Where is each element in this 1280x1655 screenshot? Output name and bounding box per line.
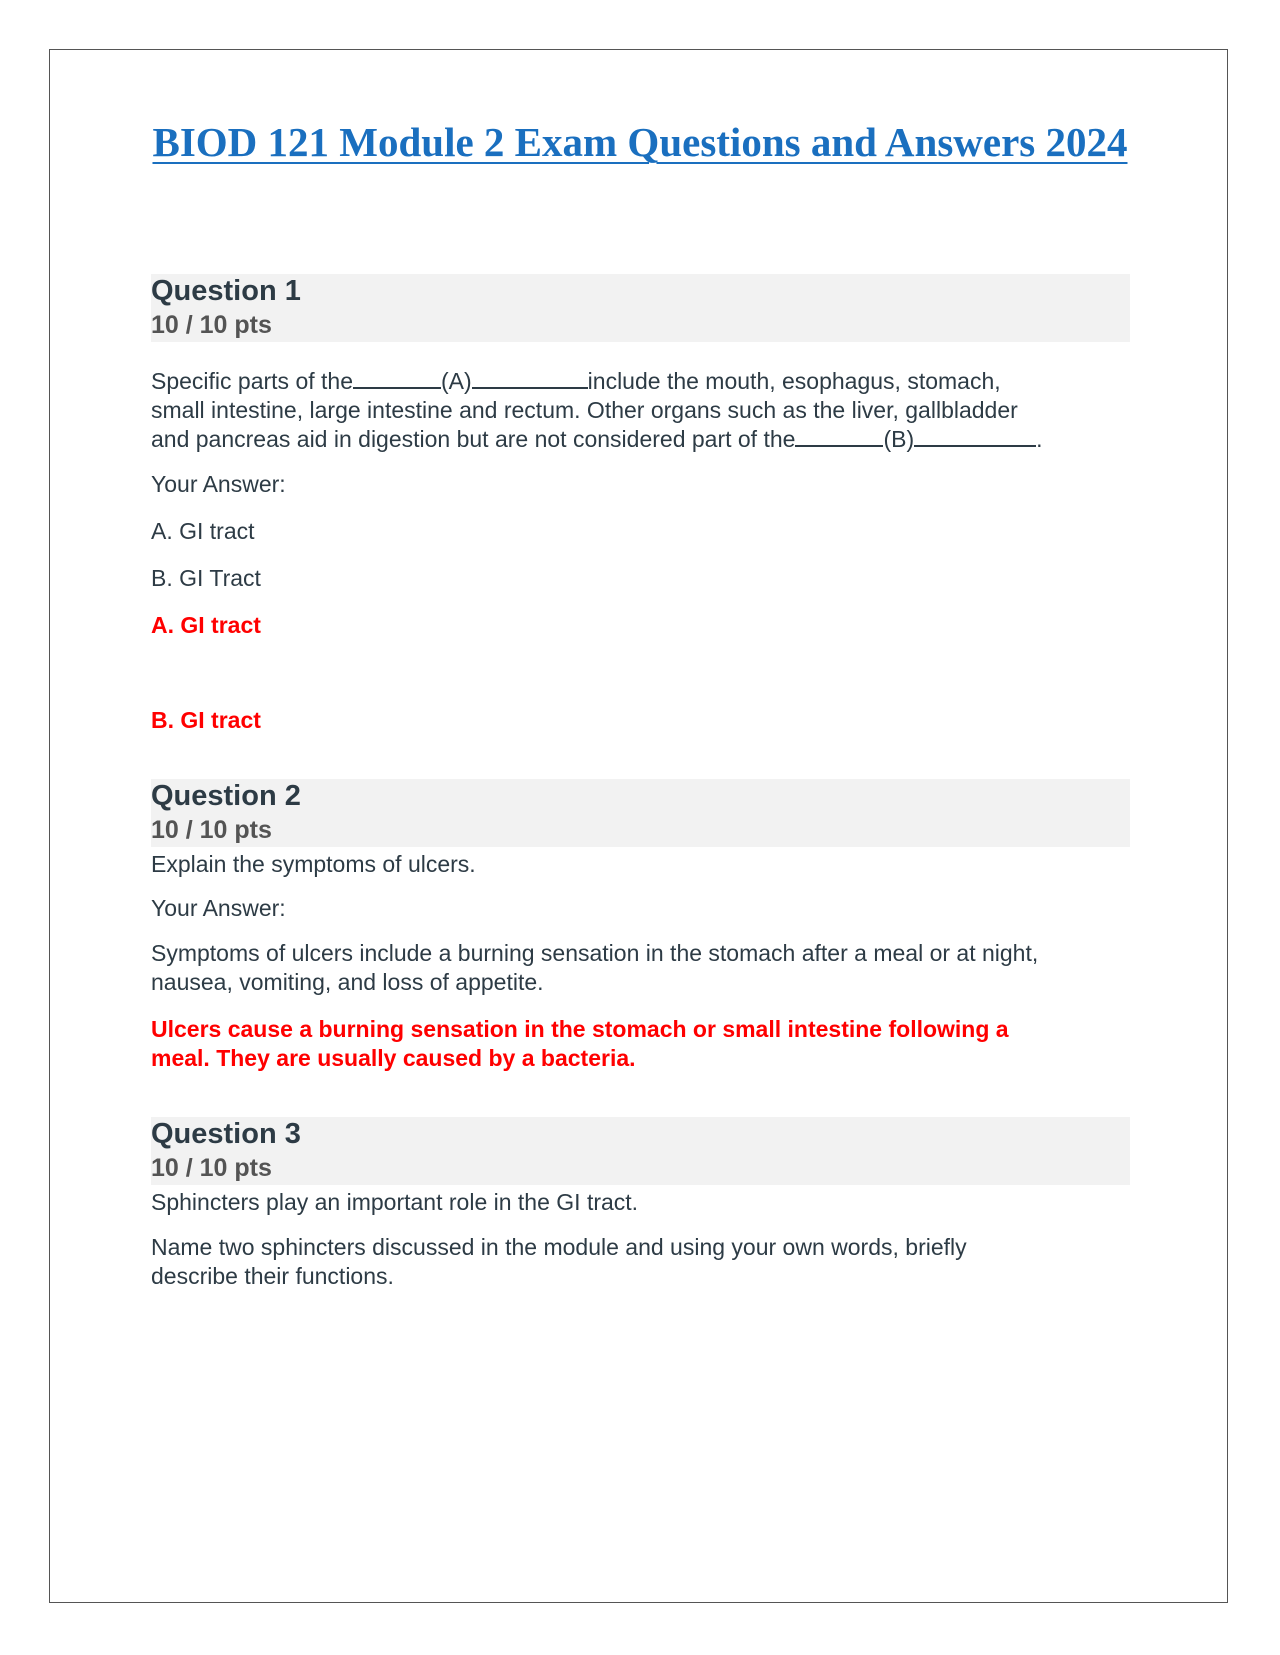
blank-b-leading — [795, 427, 883, 447]
question-3-prompt-2-line-1: Name two sphincters discussed in the module and using your own words, briefly — [151, 1234, 967, 1260]
question-3-prompt: Sphincters play an important role in the GI tract. — [151, 1189, 639, 1215]
question-1-your-answer-label: Your Answer: — [151, 471, 286, 497]
question-1-user-answer-a: A. GI tract — [151, 518, 255, 544]
question-3-points: 10 / 10 pts — [151, 1154, 272, 1182]
blank-a-trailing — [472, 369, 588, 389]
question-2-correct-answer-line-1: Ulcers cause a burning sensation in the stomach or small intestine following a — [151, 1016, 1009, 1042]
question-1-correct-answer-b: B. GI tract — [151, 707, 261, 733]
prompt-text: include the mouth, esophagus, stomach, — [587, 368, 1001, 394]
question-3-prompt-2 — [151, 1233, 1131, 1291]
question-2-your-answer-label: Your Answer: — [151, 895, 286, 921]
prompt-text: and pancreas aid in digestion but are not considered part of the — [151, 426, 796, 452]
question-1-correct-answer-a: A. GI tract — [151, 612, 261, 638]
question-1-prompt — [151, 367, 1131, 454]
question-3-title: Question 3 — [151, 1118, 301, 1150]
question-3-prompt-2-line-2: describe their functions. — [151, 1263, 394, 1289]
question-2-prompt: Explain the symptoms of ulcers. — [151, 851, 476, 877]
question-2-correct-answer — [151, 1015, 1131, 1073]
question-1-title: Question 1 — [151, 275, 301, 307]
question-1-prompt-line-3 — [151, 425, 1131, 454]
question-1-prompt-line-2: small intestine, large intestine and rectum. Other organs such as the liver, gallbladder — [151, 397, 1018, 423]
question-3-header — [151, 1117, 1130, 1185]
question-1-prompt-line-1 — [151, 367, 1131, 396]
document-title: BIOD 121 Module 2 Exam Questions and Answers 2024 — [152, 119, 1128, 165]
question-1-user-answer-b: B. GI Tract — [151, 565, 261, 591]
question-1-header — [151, 274, 1130, 342]
prompt-text: . — [1036, 426, 1043, 452]
blank-b-label: (B) — [883, 426, 915, 452]
question-2-user-answer — [151, 939, 1131, 997]
question-1-points: 10 / 10 pts — [151, 311, 272, 339]
question-2-correct-answer-line-2: meal. They are usually caused by a bacteria. — [151, 1045, 636, 1071]
prompt-text: Specific parts of the — [151, 368, 353, 394]
question-2-header — [151, 779, 1130, 847]
question-2-user-answer-line-1: Symptoms of ulcers include a burning sensation in the stomach after a meal or at night, — [151, 940, 1039, 966]
blank-a-label: (A) — [441, 368, 472, 394]
blank-b-trailing — [914, 427, 1036, 447]
question-2-title: Question 2 — [151, 780, 301, 812]
blank-a-leading — [353, 369, 441, 389]
question-2-user-answer-line-2: nausea, vomiting, and loss of appetite. — [151, 969, 544, 995]
question-2-points: 10 / 10 pts — [151, 816, 272, 844]
